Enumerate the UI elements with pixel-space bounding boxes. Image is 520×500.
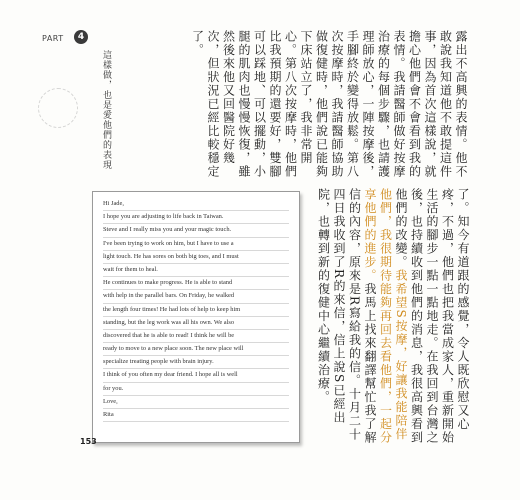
letter-line: specialize treating people with brain injury. <box>103 356 289 369</box>
letter-line: Rita <box>103 409 289 422</box>
part-label: PART <box>42 34 64 43</box>
body-text-top: 露出不高興的表情。他不敢說我知道他不敢提這件事，因為首次這樣說，就擔心他們會不會看到我的表情。我請醫師做好按摩治療的每個步驟，也請護理師放心，一陣按摩後，手腳終於變得放鬆。第八次按摩時，我請醫師協助做復健時，他們說已能夠下床站立了，我非常開心。第八次按摩時，他們比我預期的還要好，雙腳可以踩地、可以擺動，小腿的肌肉也慢慢恢復，雖然後來他又回醫院好幾次，但狀況已經比較穩定了。 <box>190 30 468 179</box>
body-text-highlight: 我希望S按摩，好讓我能陪伴他們，我很期待能夠再回去看他們，一起分享他們的進步。 <box>363 188 408 445</box>
body-text-end: 我馬上找來翻譯幫忙我了解信的內容，原來是R寫給我的信。十月二十四日我收到了R的來信，信上說S已經出院，也轉到新的復健中心繼續治療。 <box>316 188 377 445</box>
letter-line: wait for them to heal. <box>103 264 289 277</box>
letter-line: Love, <box>103 396 289 409</box>
body-text-plain: 了。知今有道跟的感覺，令人既欣慰又心疼，不過，他們也把我當成家人，重新開始生活的腳步一點一點地走。在我回到台灣之後，也持續收到他們的消息，我很高興看到他們的改變。 <box>394 188 470 445</box>
part-sidebar <box>30 18 111 188</box>
part-number-badge: 4 <box>74 30 88 44</box>
letter-line: the length four times! He had lots of help to keep him <box>103 304 289 317</box>
body-text-right <box>300 188 470 448</box>
letter-line: discovered that he is able to read! I think he will be <box>103 330 289 343</box>
letter-line: ready to move to a new place soon. The new place will <box>103 343 289 356</box>
letter-line: with help in the parallel bars. On Friday, he walked <box>103 290 289 303</box>
letter-line: standing, but the leg work was all his own. We also <box>103 317 289 330</box>
decorative-seal-icon <box>38 88 78 128</box>
page-number: 153 <box>80 437 97 446</box>
letter-line: I've been trying to work on him, but I have to use a <box>103 238 289 251</box>
letter-line: I hope you are adjusting to life back in Taiwan. <box>103 211 289 224</box>
letter-card <box>92 191 300 443</box>
chapter-title: 這樣做，也是愛他們的表現 <box>101 50 111 170</box>
letter-line: Hi Jade, <box>103 198 289 211</box>
letter-line: light touch. He has sores on both big toes, and I must <box>103 251 289 264</box>
letter-line: He continues to make progress. He is able to stand <box>103 277 289 290</box>
letter-line: Steve and I really miss you and your magic touch. <box>103 224 289 237</box>
letter-line: for you. <box>103 383 289 396</box>
letter-line: I think of you often my dear friend. I hope all is well <box>103 369 289 382</box>
